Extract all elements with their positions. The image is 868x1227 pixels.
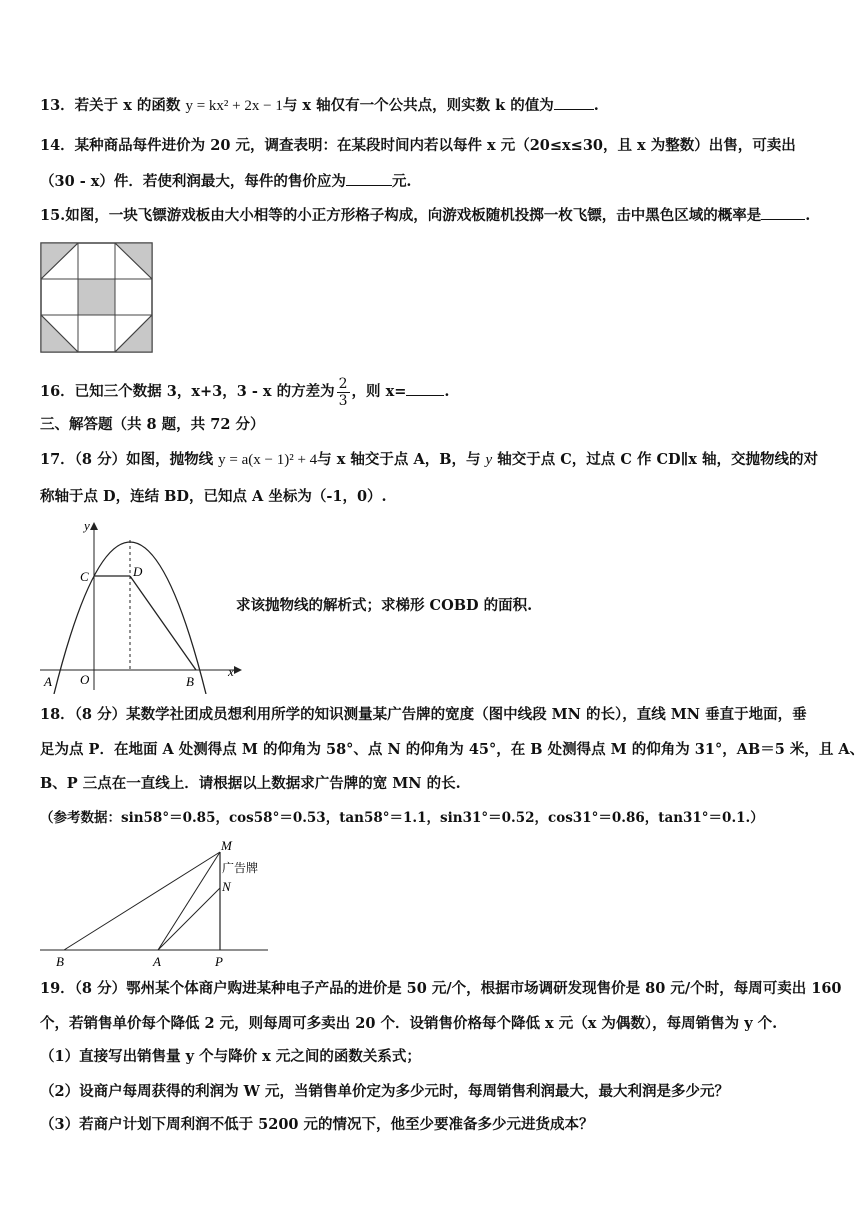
q14-answer-blank (346, 171, 392, 186)
parabola-figure (38, 518, 248, 694)
q16-suffix: ，则 x= (351, 383, 407, 400)
q13-suffix: 与 x 轴仅有一个公共点，则实数 k 的值为 (282, 97, 554, 114)
q17-line1-suffix: 轴交于点 C，过点 C 作 CD∥x 轴，交抛物线的对 (492, 451, 818, 468)
q16-frac-numerator: 2 (338, 375, 348, 392)
question-19-sub-1: （1）直接写出销售量 y 个与降价 x 元之间的函数关系式； (40, 1048, 421, 1065)
shaded-center-square (78, 279, 115, 315)
question-18-reference-data: （参考数据：sin58°＝0.85，cos58°＝0.53，tan58°＝1.1，sin31°＝0.52，cos31°＝0.86，tan31°＝0.1.） (40, 810, 764, 826)
q13-end: . (593, 97, 599, 114)
label-p: P (215, 954, 223, 969)
q13-prefix: 13．若关于 x 的函数 (40, 97, 186, 114)
label-b: B (186, 674, 194, 689)
section-3-heading: 三、解答题（共 8 题，共 72 分） (40, 416, 265, 433)
label-b2: B (56, 954, 64, 969)
label-x: x (228, 664, 234, 679)
question-18-line-2: 足为点 P．在地面 A 处测得点 M 的仰角为 58°、点 N 的仰角为 45°，在 B 处测得点 M 的仰角为 31°，AB＝5 米，且 A、 (40, 741, 865, 758)
q17-line1-prefix: 17．（8 分）如图，抛物线 (40, 451, 219, 468)
q17-formula: y = a(x − 1)² + 4 (218, 452, 318, 468)
question-13 (40, 95, 599, 116)
label-d: D (133, 564, 143, 579)
line-bm (64, 852, 220, 950)
dartboard-figure (40, 242, 154, 354)
q16-end: . (444, 383, 450, 400)
question-18-line-1: 18．（8 分）某数学社团成员想利用所学的知识测量某广告牌的宽度（图中线段 MN 的长），直线 MN 垂直于地面，垂 (40, 706, 807, 723)
question-19-line-2: 个，若销售单价每个降低 2 元，则每周可多卖出 20 个．设销售价格每个降低 x 元（x 为偶数），每周销售为 y 个. (40, 1015, 778, 1032)
label-a2: A (153, 954, 161, 969)
label-billboard: 广告牌 (222, 861, 259, 875)
line-an (158, 888, 220, 950)
question-19-line-1: 19．（8 分）鄂州某个体商户购进某种电子产品的进价是 50 元/个，根据市场调研发现售价是 80 元/个时，每周可卖出 160 (40, 980, 842, 997)
label-a: A (44, 674, 52, 689)
q17-y-var: y (485, 452, 493, 468)
question-17-line-1 (40, 450, 818, 470)
question-14-line-1: 14．某种商品每件进价为 20 元，调查表明：在某段时间内若以每件 x 元（20≤x≤30，且 x 为整数）出售，可卖出 (40, 137, 796, 154)
label-y: y (84, 518, 90, 533)
question-19-sub-3: （3）若商户计划下周利润不低于 5200 元的情况下，他至少要准备多少元进货成本？ (40, 1116, 594, 1133)
question-14-line-2 (40, 171, 412, 192)
question-15 (40, 205, 810, 226)
q15-text: 15.如图，一块飞镖游戏板由大小相等的小正方形格子构成，向游戏板随机投掷一枚飞镖，击中黑色区域的概率是 (40, 207, 762, 224)
q16-frac-denominator: 3 (338, 392, 348, 409)
q13-formula: y = kx² + 2x − 1 (185, 98, 283, 114)
q16-answer-blank (406, 381, 444, 396)
q13-answer-blank (554, 95, 594, 110)
q15-end: . (805, 207, 811, 224)
label-c: C (80, 569, 89, 584)
question-18-line-3: B、P 三点在一直线上．请根据以上数据求广告牌的宽 MN 的长. (40, 775, 461, 792)
question-16 (40, 372, 449, 412)
q17-line1-mid: 与 x 轴交于点 A，B，与 (317, 451, 486, 468)
q14-line2-suffix: 元. (391, 173, 412, 190)
q16-fraction (337, 376, 350, 409)
label-m: M (221, 838, 232, 853)
question-19-sub-2: （2）设商户每周获得的利润为 W 元，当销售单价定为多少元时，每周销售利润最大，最大利润是多少元？ (40, 1083, 729, 1100)
line-am (158, 852, 220, 950)
label-n: N (222, 879, 231, 894)
label-o: O (80, 672, 90, 687)
q14-line2-prefix: （30 - x）件．若使利润最大，每件的售价应为 (40, 173, 346, 190)
q16-prefix: 16．已知三个数据 3，x+3，3 - x 的方差为 (40, 383, 335, 400)
q15-answer-blank (761, 205, 805, 220)
question-17-tasks: 求该抛物线的解析式；求梯形 COBD 的面积. (236, 597, 533, 614)
question-17-line-2: 称轴于点 D，连结 BD，已知点 A 坐标为（-1，0）. (40, 488, 387, 505)
billboard-figure (38, 838, 270, 970)
